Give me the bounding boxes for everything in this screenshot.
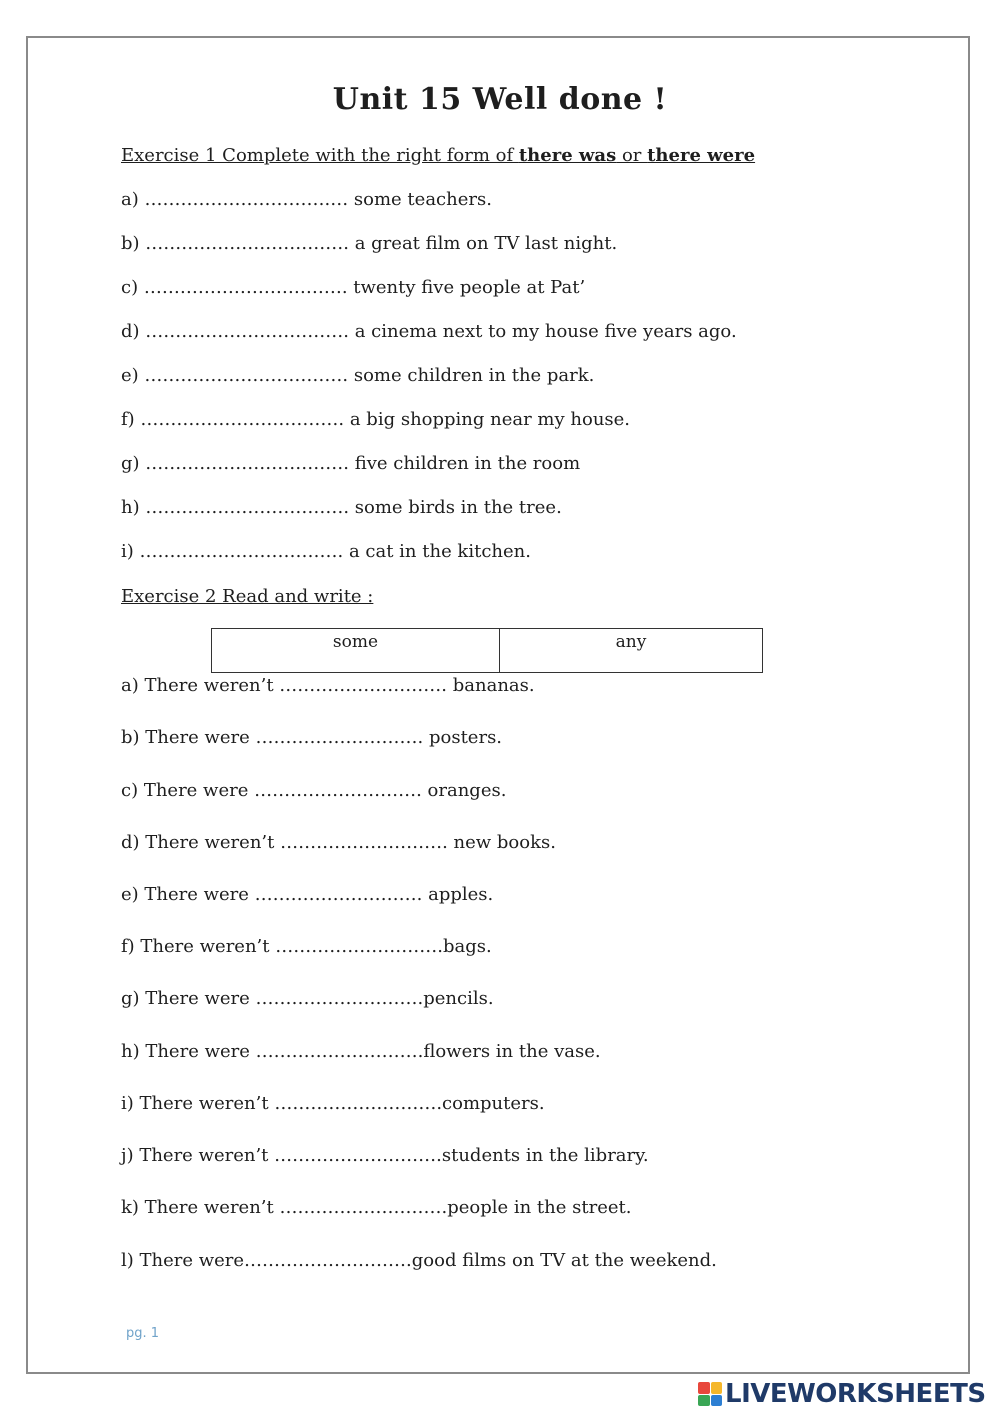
exercise1-item-h: h) ……………………………. some birds in the tree.: [121, 497, 562, 518]
exercise2-item-b: b) There were ………………………. posters.: [121, 727, 503, 748]
exercise2-item-d: d) There weren’t ………………………. new books.: [121, 832, 556, 853]
liveworksheets-logo-icon: [698, 1382, 722, 1406]
exercise2-item-f: f) There weren’t ……………………….bags.: [121, 936, 492, 957]
word-option-any: any: [615, 632, 647, 652]
exercise2-item-e: e) There were ………………………. apples.: [121, 884, 494, 905]
exercise1-item-d: d) ……………………………. a cinema next to my house five years ago.: [121, 321, 737, 342]
exercise2-item-c: c) There were ………………………. oranges.: [121, 780, 507, 801]
exercise1-item-f: f) ……………………………. a big shopping near my house.: [121, 409, 631, 430]
page-title: Unit 15 Well done !: [332, 82, 668, 117]
brand-name: LIVEWORKSHEETS: [725, 1379, 986, 1409]
exercise2-item-i: i) There weren’t ……………………….computers.: [121, 1093, 545, 1114]
brand-watermark: [698, 1379, 986, 1409]
page-number: pg. 1: [126, 1326, 160, 1341]
exercise2-item-h: h) There were ……………………….flowers in the vase.: [121, 1041, 601, 1062]
exercise1-item-e: e) ……………………………. some children in the park.: [121, 365, 595, 386]
exercise1-item-a: a) ………………………….… some teachers.: [121, 189, 492, 210]
exercise2-item-a: a) There weren’t ………………………. bananas.: [121, 675, 535, 696]
exercise2-item-k: k) There weren’t ……………………….people in the street.: [121, 1197, 632, 1218]
exercise2-item-l: l) There were……………………….good films on TV at the weekend.: [121, 1250, 717, 1271]
exercise2-item-j: j) There weren’t ……………………….students in the library.: [121, 1145, 649, 1166]
word-option-some: some: [212, 629, 500, 672]
exercise1-item-c: c) ……………………………. twenty five people at Pat’: [121, 277, 586, 298]
exercise1-heading: Exercise 1 Complete with the right form of there was or there were: [121, 145, 756, 166]
exercise2-heading: Exercise 2 Read and write :: [121, 586, 374, 607]
word-box: [211, 628, 763, 673]
exercise1-item-g: g) ……………………………. five children in the room: [121, 453, 581, 474]
exercise1-item-b: b) ……………………………. a great film on TV last night.: [121, 233, 618, 254]
exercise1-item-i: i) ……………………………. a cat in the kitchen.: [121, 541, 531, 562]
exercise2-item-g: g) There were ……………………….pencils.: [121, 988, 494, 1009]
